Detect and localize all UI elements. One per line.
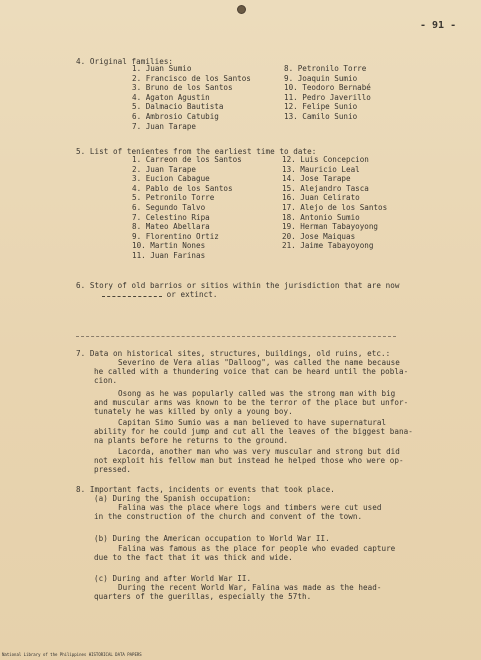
section-7-heading: 7. Data on historical sites, structures, buildings, old ruins, etc.: [76,349,391,358]
list-item: 13. Camilo Sunio [284,111,358,121]
list-item: 6. Ambrosio Catubig [132,111,219,121]
paragraph-line: Osong as he was popularly called was the strong man with big [118,389,396,398]
list-item: 8. Petronilo Torre [284,64,367,73]
paragraph-line: Lacorda, another man who was very muscular and strong but did [118,447,400,456]
list-item: 5. Petronilo Torre [132,193,215,203]
paragraph-line: cion. [94,376,118,385]
section-4-heading: 4. Original families: [76,57,174,66]
subsection-a-title: (a) During the Spanish occupation: [94,494,252,503]
list-item: 15. Alejandro Tasca [282,183,369,193]
section-5-heading: 5. List of tenientes from the earliest time to date: [76,147,317,156]
archive-footer: National Library of the Philippines HISTORICAL DATA PAPERS [2,652,142,657]
list-item: 12. Felipe Sunio [284,102,358,112]
subsection-c-title: (c) During and after World War II. [94,574,252,583]
list-item: 6. Segundo Talvo [132,202,206,212]
tenientes-left [132,155,242,261]
list-item: 8. Mateo Abellara [132,222,210,232]
section-6-line-1: 6. Story of old barrios or sitios within the jurisdiction that are now [76,281,400,290]
paragraph-line: Severino de Vera alias "Dalloog", was called the name because [118,358,400,367]
list-item: 11. Pedro Javerillo [284,92,371,102]
list-item: 19. Herman Tabayoyong [282,222,379,232]
paragraph-line: due to the fact that it was thick and wide. [94,553,293,562]
list-item: 11. Juan Farinas [132,250,206,260]
list-item: 16. Juan Celirato [282,193,360,203]
paragraph-line: he called with a thundering voice that can be heard until the pobla- [94,367,409,376]
section-8-heading: 8. Important facts, incidents or events that took place. [76,485,335,494]
list-item: 9. Florentino Ortiz [132,231,219,241]
list-item: 21. Jaime Tabayoyong [282,241,374,251]
list-item: 3. Bruno de los Santos [132,83,233,93]
list-item: 2. Juan Tarape [132,164,197,174]
list-item: 14. Jose Tarape [282,174,351,184]
tenientes-right [282,155,387,251]
list-item: 2. Francisco de los Santos [132,73,251,83]
list-item: 7. Celestino Ripa [132,212,210,222]
paragraph-line: not exploit his fellow man but instead he helped those who were op- [94,456,404,465]
paragraph-line: During the recent World War, Falina was made as the head- [118,583,382,592]
page-number: - 91 - [420,20,457,31]
list-item: 3. Eucion Cabague [132,174,210,184]
original-families-right [284,64,371,122]
paragraph-line: pressed. [94,465,131,474]
punch-hole [237,5,246,14]
paragraph-line: na plants before he returns to the ground. [94,436,289,445]
list-item: 12. Luis Concepcion [282,155,369,164]
paragraph-line: tunately he was killed by only a young boy. [94,407,293,416]
section-divider [76,336,396,337]
paragraph-line: and muscular arms was known to be the terror of the place but unfor- [94,398,409,407]
list-item: 20. Jose Maiquas [282,231,356,241]
list-item: 5. Dalmacio Bautista [132,102,224,112]
list-item: 17. Alejo de los Santos [282,202,388,212]
paragraph-line: Falina was the place where logs and timbers were cut used [118,503,382,512]
list-item: 13. Mauricio Leal [282,164,360,174]
list-item: 1. Juan Sumio [132,64,192,73]
section-6-line-2: or extinct. [102,290,217,299]
list-item: 18. Antonio Sumio [282,212,360,222]
paragraph-line: ability for he could jump and cut all the leaves of the biggest bana- [94,427,413,436]
original-families-left [132,64,251,131]
paragraph-line: quarters of the guerillas, especially the 57th. [94,592,312,601]
paragraph-line: in the construction of the church and convent of the town. [94,512,363,521]
list-item: 10. Martin Nones [132,241,206,251]
list-item: 4. Pablo de los Santos [132,183,233,193]
list-item: 7. Juan Tarape [132,121,197,131]
list-item: 9. Joaquin Sumio [284,73,358,83]
list-item: 1. Carreon de los Santos [132,155,242,164]
paragraph-line: Falina was famous as the place for people who evaded capture [118,544,396,553]
blank-underline [102,290,162,297]
list-item: 10. Teodoro Bernabé [284,83,371,93]
subsection-b-title: (b) During the American occupation to World War II. [94,534,330,543]
list-item: 4. Agaton Agustin [132,92,210,102]
paragraph-line: Capitan Simo Sumio was a man believed to have supernatural [118,418,387,427]
